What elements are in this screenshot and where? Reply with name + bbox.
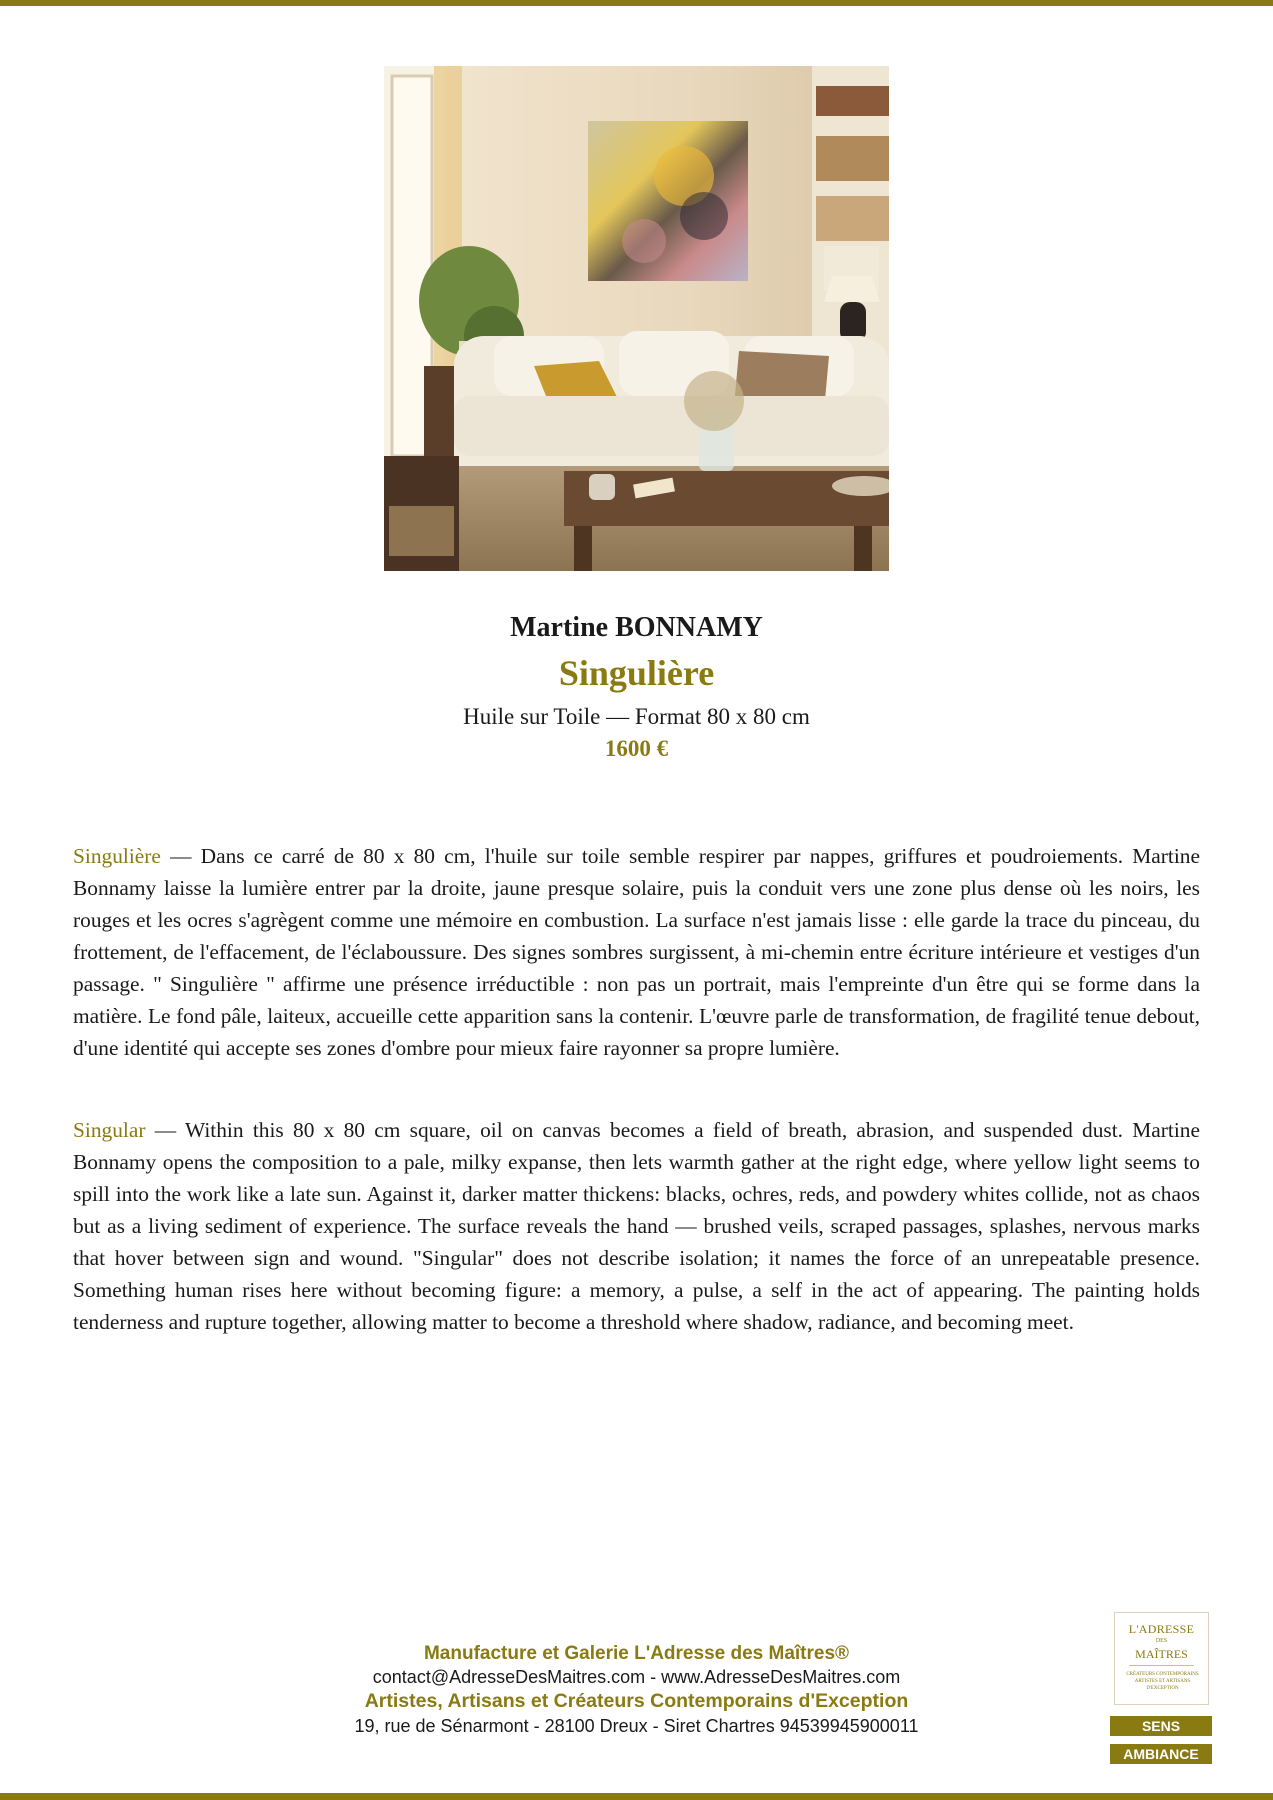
tag-ambiance: AMBIANCE <box>1110 1744 1212 1764</box>
gallery-logo <box>1114 1612 1209 1705</box>
description-english-text: — Within this 80 x 80 cm square, oil on canvas becomes a field of breath, abrasion, and suspended dust. Martine Bonnamy opens the composition to a pale, milky expanse, then lets warmth gather at the right edge, where yellow light seems to spill into the work like a late sun. Against it, darker matter thickens: blacks, ochres, reds, and powdery whites collide, not as chaos but as a living sediment of experience. The surface reveals the hand — brushed veils, scraped passages, splashes, nervous marks that hover between sign and wound. "Singular" does not describe isolation; it names the force of an unrepeatable presence. Something human rises here without becoming figure: a memory, a pulse, a self in the act of appearing. The painting holds tenderness and rupture together, allowing matter to become a threshold where shadow, radiance, and becoming meet. <box>73 1118 1200 1334</box>
footer-gallery-name: Manufacture et Galerie L'Adresse des Maîtres® <box>423 1643 850 1664</box>
logo-line-2: DES <box>1155 1638 1168 1644</box>
tag-sens: SENS <box>1110 1716 1212 1736</box>
bottom-rule <box>0 1793 1273 1800</box>
description-french-text: — Dans ce carré de 80 x 80 cm, l'huile sur toile semble respirer par nappes, griffures et poudroiements. Martine Bonnamy laisse la lumière entrer par la droite, jaune presque solaire, puis la conduit vers une zone plus dense où les noirs, les rouges et les ocres s'agrègent comme une mémoire en combustion. La surface n'est jamais lisse : elle garde la trace du pinceau, du frottement, de l'effacement, de l'éclaboussure. Des signes sombres surgissent, à mi-chemin entre écriture intérieure et vestiges d'un passage. " Singulière " affirme une présence irréductible : non pas un portrait, mais l'empreinte d'un être qui se forme dans la matière. Le fond pâle, laiteux, accueille cette apparition sans la contenir. L'œuvre parle de transformation, de fragilité tenue debout, d'une identité qui accepte ses zones d'ombre pour mieux faire rayonner sa propre lumière. <box>73 844 1200 1060</box>
logo-line-1: L'ADRESSE <box>1128 1622 1195 1636</box>
artist-name: Martine BONNAMY <box>510 612 763 643</box>
logo-line-3: MAÎTRES <box>1135 1647 1188 1661</box>
top-rule <box>0 0 1273 6</box>
room-photo <box>384 66 889 571</box>
footer-tagline: Artistes, Artisans et Créateurs Contemporains d'Exception <box>364 1690 909 1712</box>
logo-divider <box>1129 1665 1194 1666</box>
description-french <box>73 840 1200 1064</box>
artwork-medium: Huile sur Toile — Format 80 x 80 cm <box>463 704 810 729</box>
footer-address: 19, rue de Sénarmont - 28100 Dreux - Siret Chartres 94539945900011 <box>354 1716 919 1736</box>
description-english-lead: Singular <box>73 1118 146 1142</box>
footer-contact: contact@AdresseDesMaitres.com - www.AdresseDesMaitres.com <box>372 1667 901 1687</box>
logo-line-4: CRÉATEURS CONTEMPORAINS ARTISTES ET ARTISANS D'EXCEPTION <box>1126 1672 1199 1691</box>
artwork-price: 1600 € <box>604 736 669 761</box>
artwork-title: Singulière <box>558 653 715 693</box>
description-french-lead: Singulière <box>73 844 161 868</box>
description-english <box>73 1114 1200 1338</box>
